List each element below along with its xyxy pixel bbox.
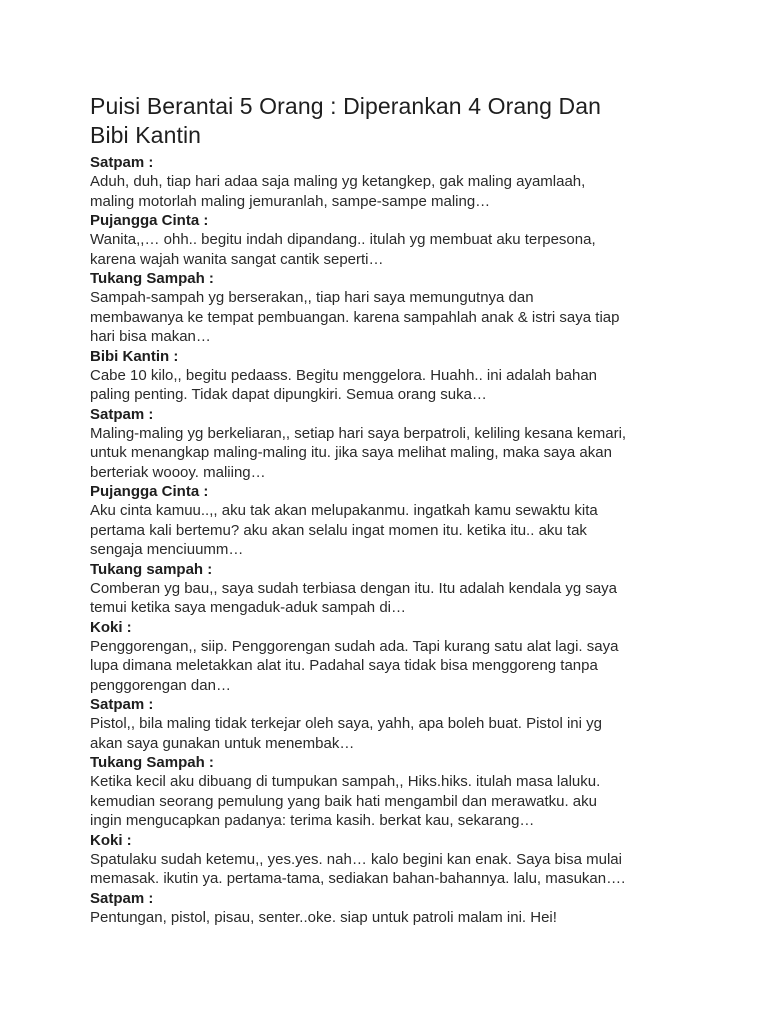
verse-block bbox=[90, 753, 680, 831]
verse-line: untuk menangkap maling-maling itu. jika saya melihat maling, maka saya akan bbox=[90, 444, 612, 461]
verse-line: karena wajah wanita sangat cantik seperti… bbox=[90, 250, 384, 268]
verse-block bbox=[90, 153, 680, 211]
speaker-label: Satpam : bbox=[90, 889, 154, 907]
verse-line: ingin mengucapkan padanya: terima kasih. berkat kau, sekarang… bbox=[90, 812, 535, 829]
verse-line: paling penting. Tidak dapat dipungkiri. Semua orang suka… bbox=[90, 386, 487, 403]
verse-block bbox=[90, 889, 680, 928]
speaker-label: Pujangga Cinta : bbox=[90, 212, 209, 229]
verse-block bbox=[90, 618, 680, 696]
speaker-label: Satpam : bbox=[90, 405, 154, 423]
verse-block bbox=[90, 347, 680, 405]
verse-block bbox=[90, 831, 680, 889]
verse-line: Spatulaku sudah ketemu,, yes.yes. nah… kalo begini kan enak. Saya bisa mulai bbox=[90, 850, 622, 868]
speaker-label: Tukang Sampah : bbox=[90, 270, 214, 287]
verse-line: Sampah-sampah yg berserakan,, tiap hari saya memungutnya dan bbox=[90, 289, 534, 306]
verse-line: membawanya ke tempat pembuangan. karena sampahlah anak & istri saya tiap bbox=[90, 308, 620, 326]
title-line: Puisi Berantai 5 Orang : Diperankan 4 Orang Dan bbox=[90, 93, 601, 119]
speaker-label: Tukang Sampah : bbox=[90, 754, 214, 771]
speaker-label: Koki : bbox=[90, 831, 132, 849]
verse-block bbox=[90, 405, 680, 483]
speaker-label: Satpam : bbox=[90, 154, 154, 171]
verse-line: kemudian seorang pemulung yang baik hati mengambil dan merawatku. aku bbox=[90, 792, 597, 810]
verse-block bbox=[90, 269, 680, 347]
verse-line: penggorengan dan… bbox=[90, 676, 231, 694]
verse-line: maling motorlah maling jemuranlah, sampe-sampe maling… bbox=[90, 192, 491, 210]
verse-block bbox=[90, 695, 680, 753]
verse-line: memasak. ikutin ya. pertama-tama, sediakan bahan-bahannya. lalu, masukan…. bbox=[90, 870, 626, 887]
verse-line: Ketika kecil aku dibuang di tumpukan sampah,, Hiks.hiks. itulah masa laluku. bbox=[90, 773, 601, 790]
verse-line: Penggorengan,, siip. Penggorengan sudah ada. Tapi kurang satu alat lagi. saya bbox=[90, 637, 619, 655]
speaker-label: Tukang sampah : bbox=[90, 560, 213, 578]
verse-line: Pentungan, pistol, pisau, senter..oke. siap untuk patroli malam ini. Hei! bbox=[90, 908, 557, 926]
verse-line: Cabe 10 kilo,, begitu pedaass. Begitu menggelora. Huahh.. ini adalah bahan bbox=[90, 366, 598, 384]
verse-line: Maling-maling yg berkeliaran,, setiap hari saya berpatroli, keliling kesana kemari, bbox=[90, 424, 627, 442]
verse-line: Aku cinta kamuu..,, aku tak akan melupakanmu. ingatkah kamu sewaktu kita bbox=[90, 502, 598, 519]
verse-line: Pistol,, bila maling tidak terkejar oleh saya, yahh, apa boleh buat. Pistol ini yg bbox=[90, 715, 602, 732]
speaker-label: Satpam : bbox=[90, 696, 154, 713]
verse-line: Aduh, duh, tiap hari adaa saja maling yg ketangkep, gak maling ayamlaah, bbox=[90, 173, 586, 190]
document-title bbox=[90, 92, 680, 150]
verse-line: Wanita,,… ohh.. begitu indah dipandang.. itulah yg membuat aku terpesona, bbox=[90, 231, 596, 248]
verse-block bbox=[90, 482, 680, 560]
speaker-label: Pujangga Cinta : bbox=[90, 483, 209, 500]
title-line: Bibi Kantin bbox=[90, 122, 202, 148]
verse-block bbox=[90, 211, 680, 269]
verse-line: pertama kali bertemu? aku akan selalu ingat momen itu. ketika itu.. aku tak bbox=[90, 521, 587, 539]
verse-line: sengaja menciuumm… bbox=[90, 541, 244, 558]
verse-line: lupa dimana meletakkan alat itu. Padahal saya tidak bisa menggoreng tanpa bbox=[90, 657, 598, 674]
verse-line: hari bisa makan… bbox=[90, 328, 211, 345]
poem-body bbox=[90, 153, 680, 927]
verse-block bbox=[90, 560, 680, 618]
verse-line: temui ketika saya mengaduk-aduk sampah di… bbox=[90, 599, 406, 616]
verse-line: berteriak woooy. maliing… bbox=[90, 463, 266, 481]
verse-line: akan saya gunakan untuk menembak… bbox=[90, 734, 355, 752]
speaker-label: Bibi Kantin : bbox=[90, 347, 179, 365]
speaker-label: Koki : bbox=[90, 618, 132, 636]
verse-line: Comberan yg bau,, saya sudah terbiasa dengan itu. Itu adalah kendala yg saya bbox=[90, 579, 618, 597]
